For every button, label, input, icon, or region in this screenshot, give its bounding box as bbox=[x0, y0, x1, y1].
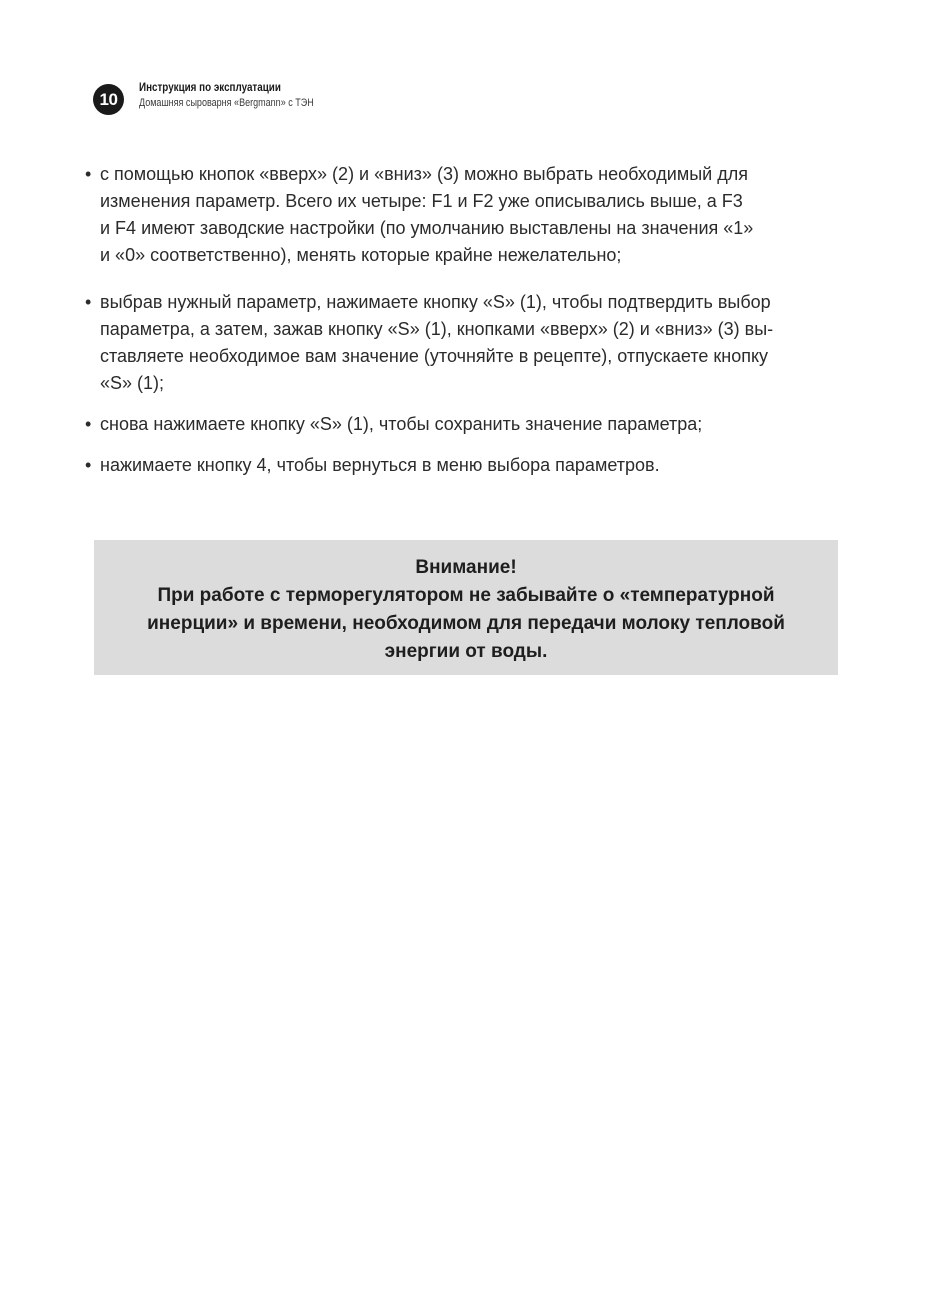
list-item-line: параметра, а затем, зажав кнопку «S» (1), кнопками «вверх» (2) и «вниз» (3) вы- bbox=[100, 319, 774, 339]
list-item-line: с помощью кнопок «вверх» (2) и «вниз» (3) можно выбрать необходимый для bbox=[100, 164, 748, 184]
list-item-line: «S» (1); bbox=[100, 373, 165, 393]
document-title: Инструкция по эксплуатации bbox=[139, 80, 281, 94]
document-subtitle: Домашняя сыроварня «Bergmann» с ТЭН bbox=[139, 97, 314, 110]
list-item-line: и «0» соответственно), менять которые крайне нежелательно; bbox=[100, 245, 622, 265]
bullet-marker: • bbox=[85, 292, 92, 312]
notice-text-line: энергии от воды. bbox=[384, 641, 548, 662]
list-item-line: ставляете необходимое вам значение (уточняйте в рецепте), отпускаете кнопку bbox=[100, 346, 769, 366]
bullet-marker: • bbox=[85, 455, 92, 475]
list-item-line: и F4 имеют заводские настройки (по умолчанию выставлены на значения «1» bbox=[100, 218, 754, 238]
bullet-marker: • bbox=[85, 164, 92, 184]
instruction-list bbox=[85, 161, 845, 499]
list-item bbox=[85, 452, 845, 479]
notice-text-line: инерции» и времени, необходимом для передачи молоку тепловой bbox=[147, 613, 785, 634]
list-item-line: нажимаете кнопку 4, чтобы вернуться в меню выбора параметров. bbox=[100, 455, 660, 475]
notice-heading: Внимание! bbox=[415, 557, 517, 578]
page-header bbox=[93, 80, 352, 115]
list-item bbox=[85, 161, 845, 269]
list-item bbox=[85, 289, 845, 397]
warning-notice-box bbox=[94, 540, 838, 675]
list-item-line: выбрав нужный параметр, нажимаете кнопку «S» (1), чтобы подтвердить выбор bbox=[100, 292, 771, 312]
page-number-badge: 10 bbox=[93, 84, 124, 115]
list-item-line: изменения параметр. Всего их четыре: F1 и F2 уже описывались выше, а F3 bbox=[100, 191, 743, 211]
list-item bbox=[85, 411, 845, 438]
notice-text-line: При работе с терморегулятором не забывайте о «температурной bbox=[157, 585, 775, 606]
header-text bbox=[139, 80, 352, 111]
list-item-line: снова нажимаете кнопку «S» (1), чтобы сохранить значение параметра; bbox=[100, 414, 703, 434]
bullet-marker: • bbox=[85, 414, 92, 434]
